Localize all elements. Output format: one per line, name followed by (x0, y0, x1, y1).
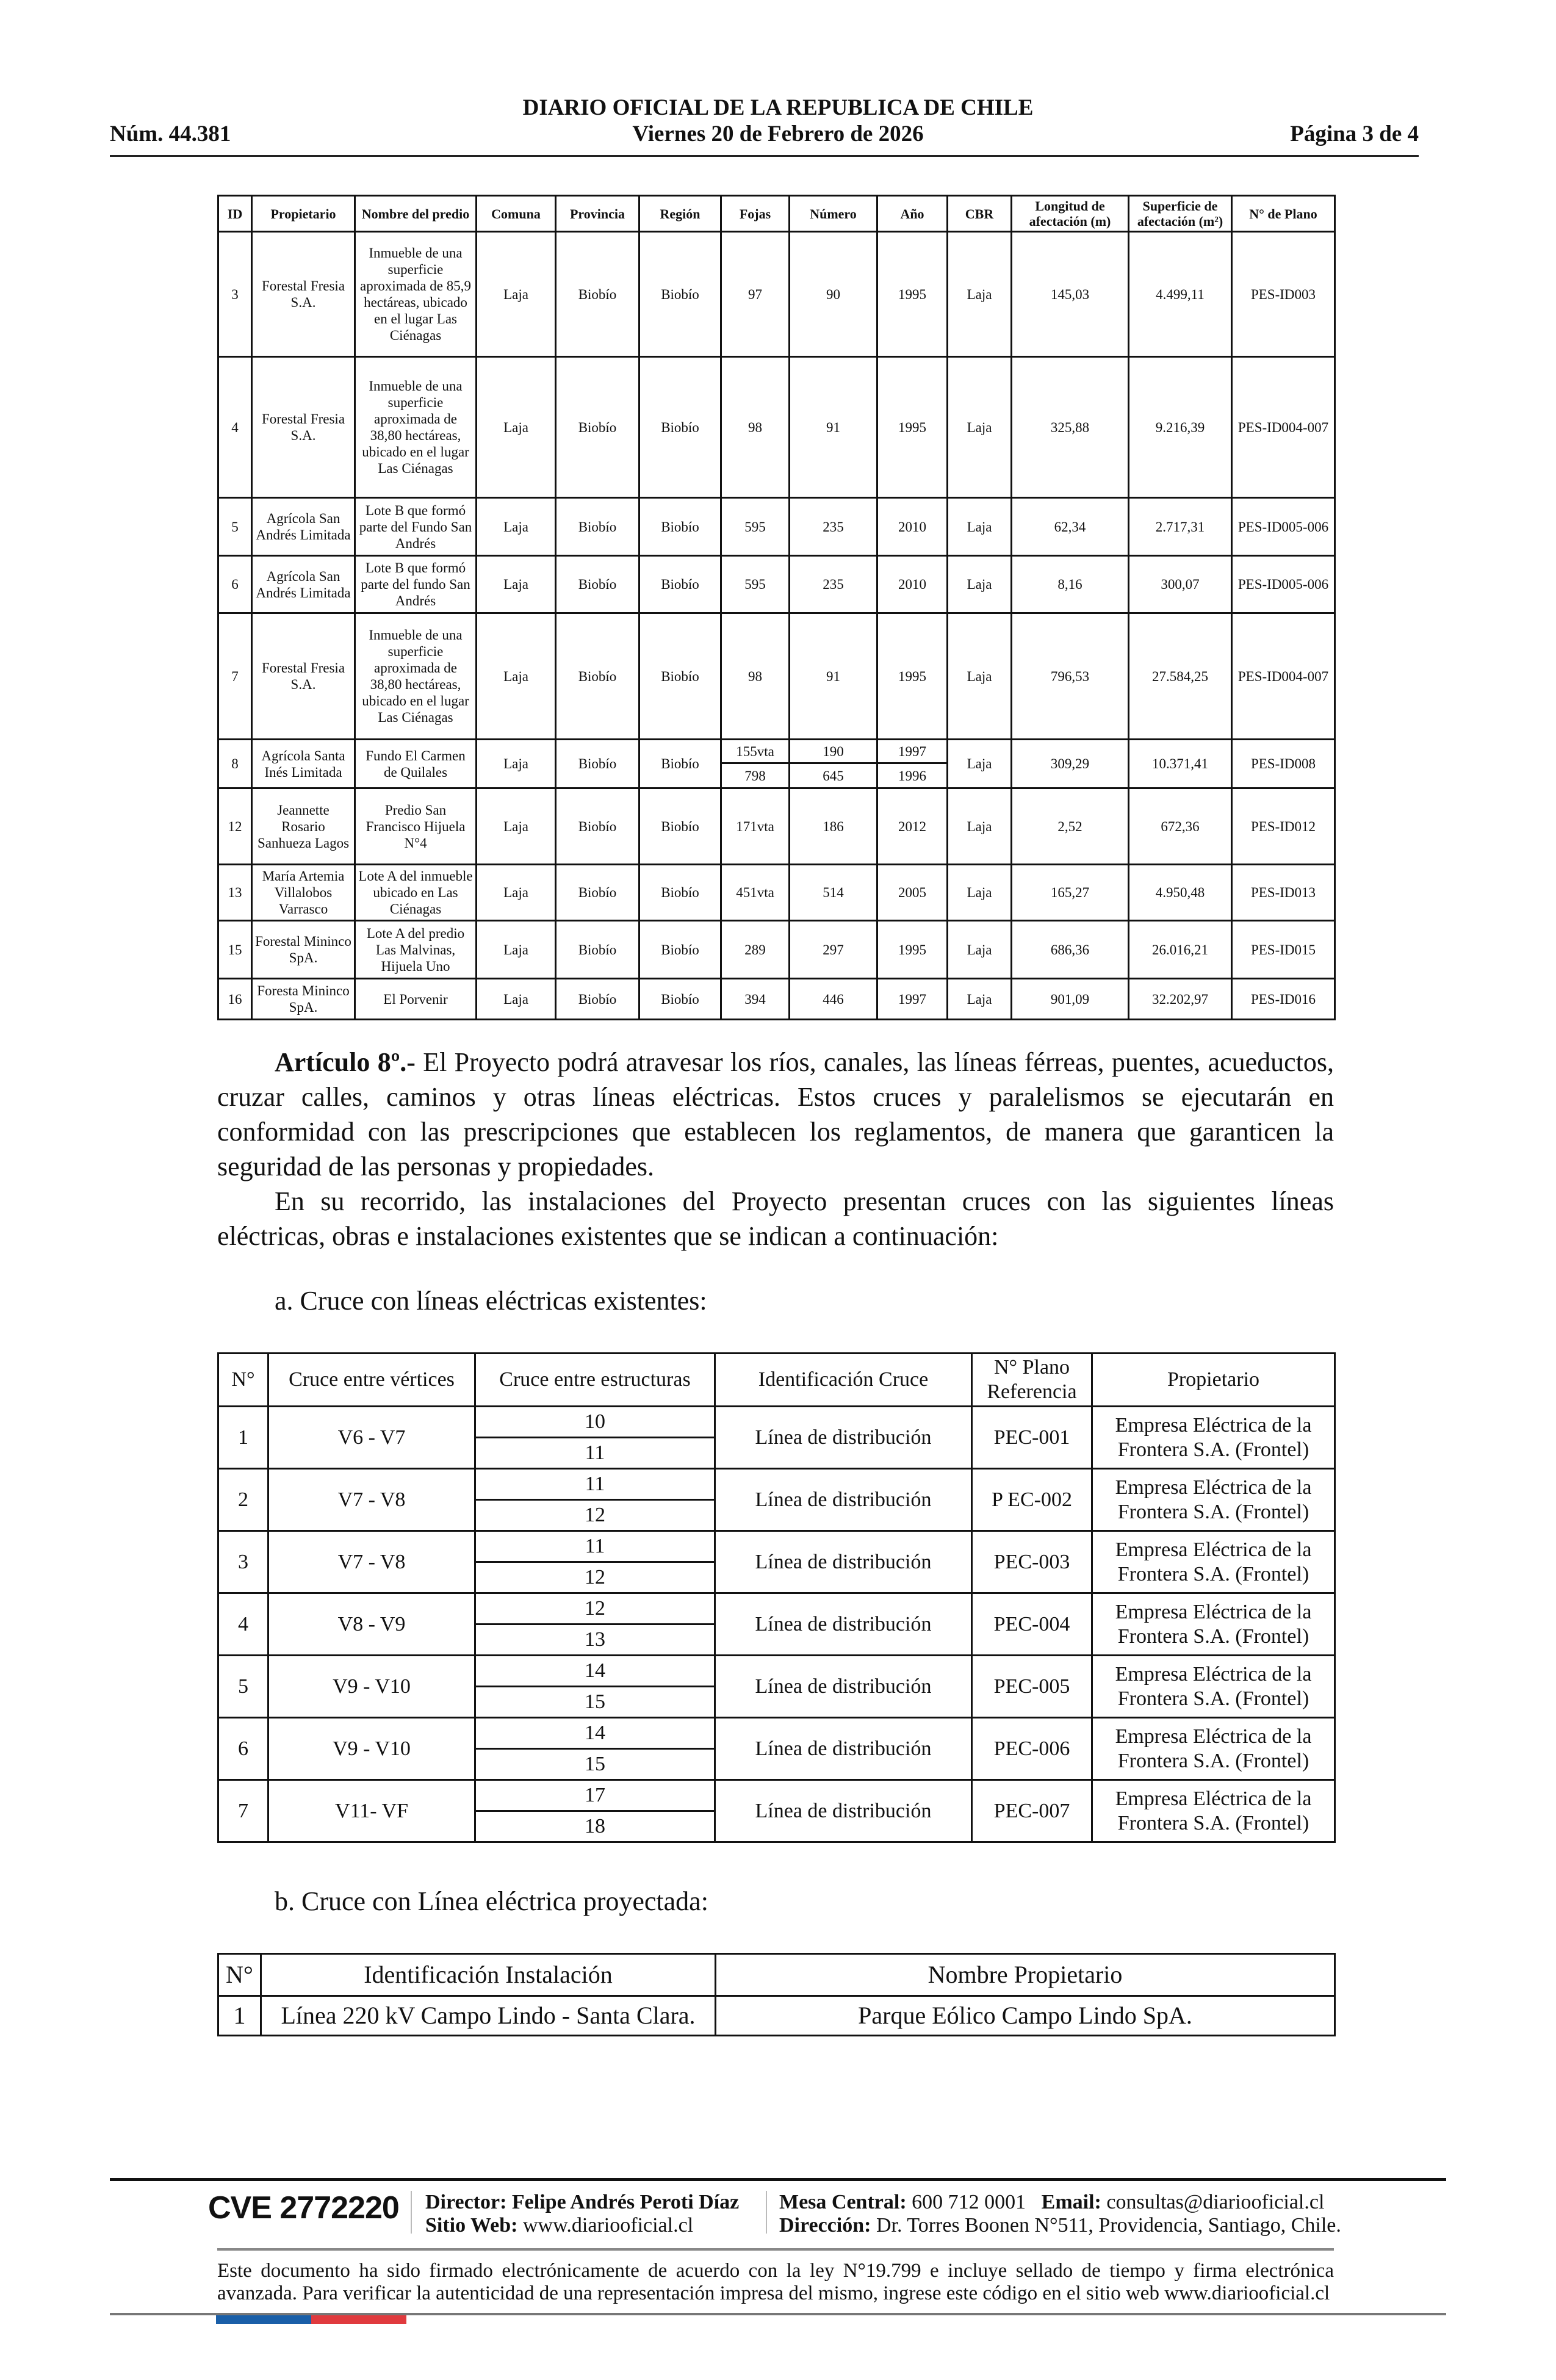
issue-number: Núm. 44.381 (110, 121, 231, 146)
newspaper-title: DIARIO OFICIAL DE LA REPUBLICA DE CHILE (522, 95, 1034, 120)
website-label: Sitio Web: (425, 2214, 518, 2237)
cell-longitud: 2,52 (1012, 788, 1129, 865)
cell-number: 3 (218, 1531, 268, 1593)
cell-fojas: 97 (721, 232, 790, 357)
article-8 (217, 1045, 1334, 1253)
column-header: Identificación Cruce (715, 1354, 972, 1407)
column-header: Provincia (556, 196, 639, 232)
article-heading: Artículo 8º.- (275, 1047, 416, 1077)
column-header: N° Plano Referencia (972, 1354, 1092, 1407)
cell-vertices: V9 - V10 (268, 1718, 475, 1780)
column-header: N° (218, 1954, 261, 1996)
table-row (218, 357, 1335, 498)
cell-estructura: 18 (475, 1811, 715, 1842)
cell-anio: 1995 (877, 921, 948, 979)
cell-region: Biobío (639, 357, 721, 498)
cell-identificacion: Línea de distribución (715, 1407, 972, 1469)
cell-provincia: Biobío (556, 979, 639, 1020)
cell-propietario: Foresta Mininco SpA. (252, 979, 355, 1020)
cell-provincia: Biobío (556, 498, 639, 556)
cell-plano: PEC-001 (972, 1407, 1092, 1469)
cell-longitud: 309,29 (1012, 740, 1129, 788)
cell-superficie: 4.950,48 (1129, 865, 1232, 921)
cell-plano: P EC-002 (972, 1469, 1092, 1531)
address-text: Dr. Torres Boonen N°511, Providencia, Santiago, Chile. (876, 2214, 1341, 2237)
mesa-label: Mesa Central: (779, 2191, 907, 2213)
cell-estructura: 13 (475, 1625, 715, 1656)
cell-comuna: Laja (477, 232, 556, 357)
cell-vertices: V9 - V10 (268, 1656, 475, 1718)
cell-numero: 297 (790, 921, 877, 979)
cell-numero: 446 (790, 979, 877, 1020)
cell-comuna: Laja (477, 498, 556, 556)
cell-propietario: Agrícola San Andrés Limitada (252, 498, 355, 556)
cell-propietario: Empresa Eléctrica de la Frontera S.A. (Frontel) (1092, 1531, 1335, 1593)
cell-vertices: V7 - V8 (268, 1531, 475, 1593)
address-label: Dirección: (779, 2214, 871, 2237)
cell-superficie: 672,36 (1129, 788, 1232, 865)
cell-identificacion: Línea de distribución (715, 1780, 972, 1842)
cell-comuna: Laja (477, 740, 556, 788)
column-header: N° (218, 1354, 268, 1407)
signature-disclaimer: Este documento ha sido firmado electrónicamente de acuerdo con la ley N°19.799 e incluye sellado de tiempo y firma electrónica avanzada. Para verificar la autenticidad de una representación impresa del mismo, ingrese este código en el sitio web www.diariooficial.cl (217, 2260, 1334, 2304)
predios-table (217, 195, 1336, 1020)
cell-provincia: Biobío (556, 865, 639, 921)
cell-id: 8 (218, 740, 252, 788)
column-header: Superficie de afectación (m²) (1129, 196, 1232, 232)
cell-provincia: Biobío (556, 556, 639, 613)
cell-id: 7 (218, 613, 252, 740)
cell-cbr: Laja (948, 788, 1012, 865)
cell-numero: 235 (790, 556, 877, 613)
cell-fojas: 289 (721, 921, 790, 979)
cell-identificacion: Línea de distribución (715, 1593, 972, 1656)
cell-numero: 190 (790, 740, 877, 763)
crossings-table (217, 1352, 1336, 1843)
cell-cbr: Laja (948, 556, 1012, 613)
cell-propietario: Forestal Fresia S.A. (252, 613, 355, 740)
cell-estructura: 12 (475, 1593, 715, 1625)
cell-plano: PEC-003 (972, 1531, 1092, 1593)
table-row (218, 556, 1335, 613)
footer-address (779, 2214, 1341, 2237)
table-row (218, 232, 1335, 357)
cell-id: 3 (218, 232, 252, 357)
cell-vertices: V7 - V8 (268, 1469, 475, 1531)
cell-superficie: 4.499,11 (1129, 232, 1232, 357)
cell-id: 12 (218, 788, 252, 865)
cell-region: Biobío (639, 232, 721, 357)
cell-fojas: 595 (721, 498, 790, 556)
cell-longitud: 62,34 (1012, 498, 1129, 556)
cell-estructura: 11 (475, 1438, 715, 1469)
cell-provincia: Biobío (556, 740, 639, 788)
cell-comuna: Laja (477, 979, 556, 1020)
cell-propietario: Empresa Eléctrica de la Frontera S.A. (Frontel) (1092, 1407, 1335, 1469)
cell-identificacion: Línea de distribución (715, 1718, 972, 1780)
cell-number: 4 (218, 1593, 268, 1656)
predios-header-row (218, 196, 1335, 232)
cell-id: 5 (218, 498, 252, 556)
cell-fojas: 394 (721, 979, 790, 1020)
cell-comuna: Laja (477, 357, 556, 498)
cell-numero: 91 (790, 357, 877, 498)
cell-propietario: Empresa Eléctrica de la Frontera S.A. (Frontel) (1092, 1718, 1335, 1780)
cell-longitud: 165,27 (1012, 865, 1129, 921)
cell-comuna: Laja (477, 921, 556, 979)
cell-propietario: Forestal Fresia S.A. (252, 357, 355, 498)
cell-longitud: 901,09 (1012, 979, 1129, 1020)
projected-header-row (218, 1954, 1335, 1996)
section-b-heading: b. Cruce con Línea eléctrica proyectada: (275, 1886, 708, 1916)
table-row (218, 788, 1335, 865)
cell-propietario: Empresa Eléctrica de la Frontera S.A. (Frontel) (1092, 1593, 1335, 1656)
flag-blue-bar (216, 2315, 311, 2324)
cell-number: 6 (218, 1718, 268, 1780)
cell-comuna: Laja (477, 613, 556, 740)
email-link[interactable]: consultas@diariooficial.cl (1106, 2191, 1325, 2213)
cell-anio: 1996 (877, 763, 948, 788)
cell-numero: 91 (790, 613, 877, 740)
cell-fojas: 98 (721, 357, 790, 498)
cell-plano: PES-ID004-007 (1232, 357, 1335, 498)
cell-provincia: Biobío (556, 613, 639, 740)
cell-region: Biobío (639, 740, 721, 788)
cell-numero: 645 (790, 763, 877, 788)
cell-comuna: Laja (477, 556, 556, 613)
section-a-heading: a. Cruce con líneas eléctricas existentes: (275, 1286, 707, 1316)
cell-anio: 1997 (877, 979, 948, 1020)
cell-estructura: 14 (475, 1718, 715, 1749)
cell-number: 5 (218, 1656, 268, 1718)
email-label: Email: (1041, 2191, 1101, 2213)
cell-estructura: 11 (475, 1469, 715, 1500)
cell-anio: 2012 (877, 788, 948, 865)
cell-fojas: 451vta (721, 865, 790, 921)
cell-id: 6 (218, 556, 252, 613)
table-row (218, 1718, 1335, 1749)
cell-anio: 1995 (877, 357, 948, 498)
cell-propietario: Jeannette Rosario Sanhueza Lagos (252, 788, 355, 865)
cell-plano: PEC-005 (972, 1656, 1092, 1718)
crossings-header-row (218, 1354, 1335, 1407)
cell-plano: PEC-004 (972, 1593, 1092, 1656)
cell-estructura: 12 (475, 1500, 715, 1531)
cell-anio: 2010 (877, 556, 948, 613)
cell-cbr: Laja (948, 357, 1012, 498)
column-header: Año (877, 196, 948, 232)
cell-vertices: V11- VF (268, 1780, 475, 1842)
cell-number: 7 (218, 1780, 268, 1842)
director-label: Director: (425, 2191, 507, 2213)
column-header: Longitud de afectación (m) (1012, 196, 1129, 232)
header-divider (110, 155, 1419, 157)
cell-numero: 235 (790, 498, 877, 556)
cell-cbr: Laja (948, 921, 1012, 979)
footer-director (425, 2191, 739, 2214)
cell-anio: 1995 (877, 613, 948, 740)
cell-superficie: 26.016,21 (1129, 921, 1232, 979)
cell-number: 1 (218, 1996, 261, 2036)
column-header: Propietario (252, 196, 355, 232)
cell-longitud: 145,03 (1012, 232, 1129, 357)
column-header: Identificación Instalación (261, 1954, 716, 1996)
cell-region: Biobío (639, 556, 721, 613)
cell-longitud: 8,16 (1012, 556, 1129, 613)
cell-estructura: 12 (475, 1562, 715, 1593)
column-header: Nombre Propietario (716, 1954, 1335, 1996)
cell-predio: Inmueble de una superficie aproximada de 38,80 hectáreas, ubicado en el lugar Las Ciénagas (355, 613, 477, 740)
issue-date: Viernes 20 de Febrero de 2026 (632, 121, 924, 146)
table-row (218, 921, 1335, 979)
cell-superficie: 9.216,39 (1129, 357, 1232, 498)
cell-plano: PEC-006 (972, 1718, 1092, 1780)
column-header: ID (218, 196, 252, 232)
cell-cbr: Laja (948, 740, 1012, 788)
cell-propietario: Forestal Fresia S.A. (252, 232, 355, 357)
footer-website (425, 2214, 693, 2237)
cell-superficie: 27.584,25 (1129, 613, 1232, 740)
cell-identificacion: Línea de distribución (715, 1656, 972, 1718)
table-row (218, 498, 1335, 556)
cell-number: 2 (218, 1469, 268, 1531)
column-header: CBR (948, 196, 1012, 232)
cell-provincia: Biobío (556, 921, 639, 979)
cell-estructura: 11 (475, 1531, 715, 1562)
cell-predio: El Porvenir (355, 979, 477, 1020)
cell-longitud: 325,88 (1012, 357, 1129, 498)
table-row (218, 1531, 1335, 1562)
cell-fojas: 798 (721, 763, 790, 788)
cell-propietario: Agrícola San Andrés Limitada (252, 556, 355, 613)
cell-vertices: V6 - V7 (268, 1407, 475, 1469)
cell-id: 13 (218, 865, 252, 921)
cell-identificacion: Línea de distribución (715, 1469, 972, 1531)
cell-longitud: 796,53 (1012, 613, 1129, 740)
cell-estructura: 15 (475, 1687, 715, 1718)
table-row (218, 1593, 1335, 1625)
cell-propietario: Agrícola Santa Inés Limitada (252, 740, 355, 788)
cell-cbr: Laja (948, 613, 1012, 740)
cell-fojas: 155vta (721, 740, 790, 763)
cell-id: 16 (218, 979, 252, 1020)
article-paragraph-1: El Proyecto podrá atravesar los ríos, canales, las líneas férreas, puentes, acueductos, cruzar calles, caminos y otras líneas eléctricas. Estos cruces y paralelismos se ejecutarán en conformidad con las prescripciones que establecen los reglamentos, de manera que garanticen la seguridad de las personas y propiedades. (217, 1047, 1334, 1181)
cell-provincia: Biobío (556, 357, 639, 498)
cell-anio: 1997 (877, 740, 948, 763)
cell-numero: 186 (790, 788, 877, 865)
cell-identificacion: Línea de distribución (715, 1531, 972, 1593)
mesa-phone: 600 712 0001 (912, 2191, 1026, 2213)
cell-plano: PEC-007 (972, 1780, 1092, 1842)
article-paragraph-2: En su recorrido, las instalaciones del Proyecto presentan cruces con las siguientes líneas eléctricas, obras e instalaciones existentes que se indican a continuación: (217, 1186, 1334, 1251)
cell-propietario: Empresa Eléctrica de la Frontera S.A. (Frontel) (1092, 1469, 1335, 1531)
cell-predio: Lote B que formó parte del Fundo San Andrés (355, 498, 477, 556)
table-row (218, 1469, 1335, 1500)
cell-region: Biobío (639, 979, 721, 1020)
cell-anio: 1995 (877, 232, 948, 357)
column-header: Región (639, 196, 721, 232)
table-row (218, 865, 1335, 921)
footer-divider-2 (217, 2248, 1334, 2251)
cell-plano: PES-ID016 (1232, 979, 1335, 1020)
column-header: N° de Plano (1232, 196, 1335, 232)
column-header: Cruce entre estructuras (475, 1354, 715, 1407)
cell-region: Biobío (639, 498, 721, 556)
table-row (218, 979, 1335, 1020)
website-link[interactable]: www.diariooficial.cl (522, 2214, 694, 2237)
cell-propietario: Parque Eólico Campo Lindo SpA. (716, 1996, 1335, 2036)
cell-longitud: 686,36 (1012, 921, 1129, 979)
cell-cbr: Laja (948, 498, 1012, 556)
cell-vertices: V8 - V9 (268, 1593, 475, 1656)
page-number: Página 3 de 4 (1290, 121, 1419, 146)
projected-line-table (217, 1953, 1336, 2036)
cell-estructura: 17 (475, 1780, 715, 1811)
cell-provincia: Biobío (556, 788, 639, 865)
cell-plano: PES-ID013 (1232, 865, 1335, 921)
cell-superficie: 2.717,31 (1129, 498, 1232, 556)
cell-plano: PES-ID003 (1232, 232, 1335, 357)
cell-predio: Fundo El Carmen de Quilales (355, 740, 477, 788)
cell-cbr: Laja (948, 232, 1012, 357)
cell-id: 4 (218, 357, 252, 498)
table-row (218, 1656, 1335, 1687)
cell-plano: PES-ID004-007 (1232, 613, 1335, 740)
cell-superficie: 32.202,97 (1129, 979, 1232, 1020)
cell-estructura: 14 (475, 1656, 715, 1687)
column-header: Número (790, 196, 877, 232)
cell-propietario: Empresa Eléctrica de la Frontera S.A. (Frontel) (1092, 1780, 1335, 1842)
footer-separator (411, 2191, 412, 2234)
column-header: Fojas (721, 196, 790, 232)
cell-comuna: Laja (477, 788, 556, 865)
cell-region: Biobío (639, 788, 721, 865)
column-header: Cruce entre vértices (268, 1354, 475, 1407)
cell-plano: PES-ID015 (1232, 921, 1335, 979)
table-row (218, 1407, 1335, 1438)
cell-superficie: 10.371,41 (1129, 740, 1232, 788)
cell-provincia: Biobío (556, 232, 639, 357)
cell-anio: 2005 (877, 865, 948, 921)
table-row (218, 1780, 1335, 1811)
cell-region: Biobío (639, 613, 721, 740)
cell-fojas: 98 (721, 613, 790, 740)
cell-comuna: Laja (477, 865, 556, 921)
column-header: Propietario (1092, 1354, 1335, 1407)
cell-fojas: 595 (721, 556, 790, 613)
cell-cbr: Laja (948, 979, 1012, 1020)
cell-region: Biobío (639, 865, 721, 921)
cell-predio: Predio San Francisco Hijuela N°4 (355, 788, 477, 865)
cell-propietario: Forestal Mininco SpA. (252, 921, 355, 979)
cell-propietario: Empresa Eléctrica de la Frontera S.A. (Frontel) (1092, 1656, 1335, 1718)
cell-predio: Lote B que formó parte del fundo San Andrés (355, 556, 477, 613)
cell-fojas: 171vta (721, 788, 790, 865)
cell-superficie: 300,07 (1129, 556, 1232, 613)
cell-instalacion: Línea 220 kV Campo Lindo - Santa Clara. (261, 1996, 716, 2036)
cell-region: Biobío (639, 921, 721, 979)
cell-propietario: María Artemia Villalobos Varrasco (252, 865, 355, 921)
table-row (218, 740, 1335, 763)
column-header: Comuna (477, 196, 556, 232)
table-row (218, 1996, 1335, 2036)
cell-cbr: Laja (948, 865, 1012, 921)
cell-predio: Inmueble de una superficie aproximada de 85,9 hectáreas, ubicado en el lugar Las Ciénagas (355, 232, 477, 357)
footer-contact (779, 2191, 1324, 2214)
cell-estructura: 15 (475, 1749, 715, 1780)
cell-numero: 514 (790, 865, 877, 921)
flag-red-bar (311, 2315, 406, 2324)
table-row (218, 613, 1335, 740)
cell-estructura: 10 (475, 1407, 715, 1438)
director-name: Felipe Andrés Peroti Díaz (511, 2191, 740, 2213)
cell-plano: PES-ID012 (1232, 788, 1335, 865)
cell-anio: 2010 (877, 498, 948, 556)
cell-predio: Inmueble de una superficie aproximada de 38,80 hectáreas, ubicado en el lugar Las Ciénagas (355, 357, 477, 498)
cell-plano: PES-ID005-006 (1232, 556, 1335, 613)
cell-predio: Lote A del predio Las Malvinas, Hijuela Uno (355, 921, 477, 979)
cell-predio: Lote A del inmueble ubicado en Las Ciénagas (355, 865, 477, 921)
footer-divider (110, 2178, 1446, 2181)
cell-numero: 90 (790, 232, 877, 357)
cell-number: 1 (218, 1407, 268, 1469)
cell-plano: PES-ID008 (1232, 740, 1335, 788)
cell-plano: PES-ID005-006 (1232, 498, 1335, 556)
footer-separator (766, 2191, 767, 2234)
cve-code: CVE 2772220 (208, 2190, 399, 2226)
column-header: Nombre del predio (355, 196, 477, 232)
cell-id: 15 (218, 921, 252, 979)
